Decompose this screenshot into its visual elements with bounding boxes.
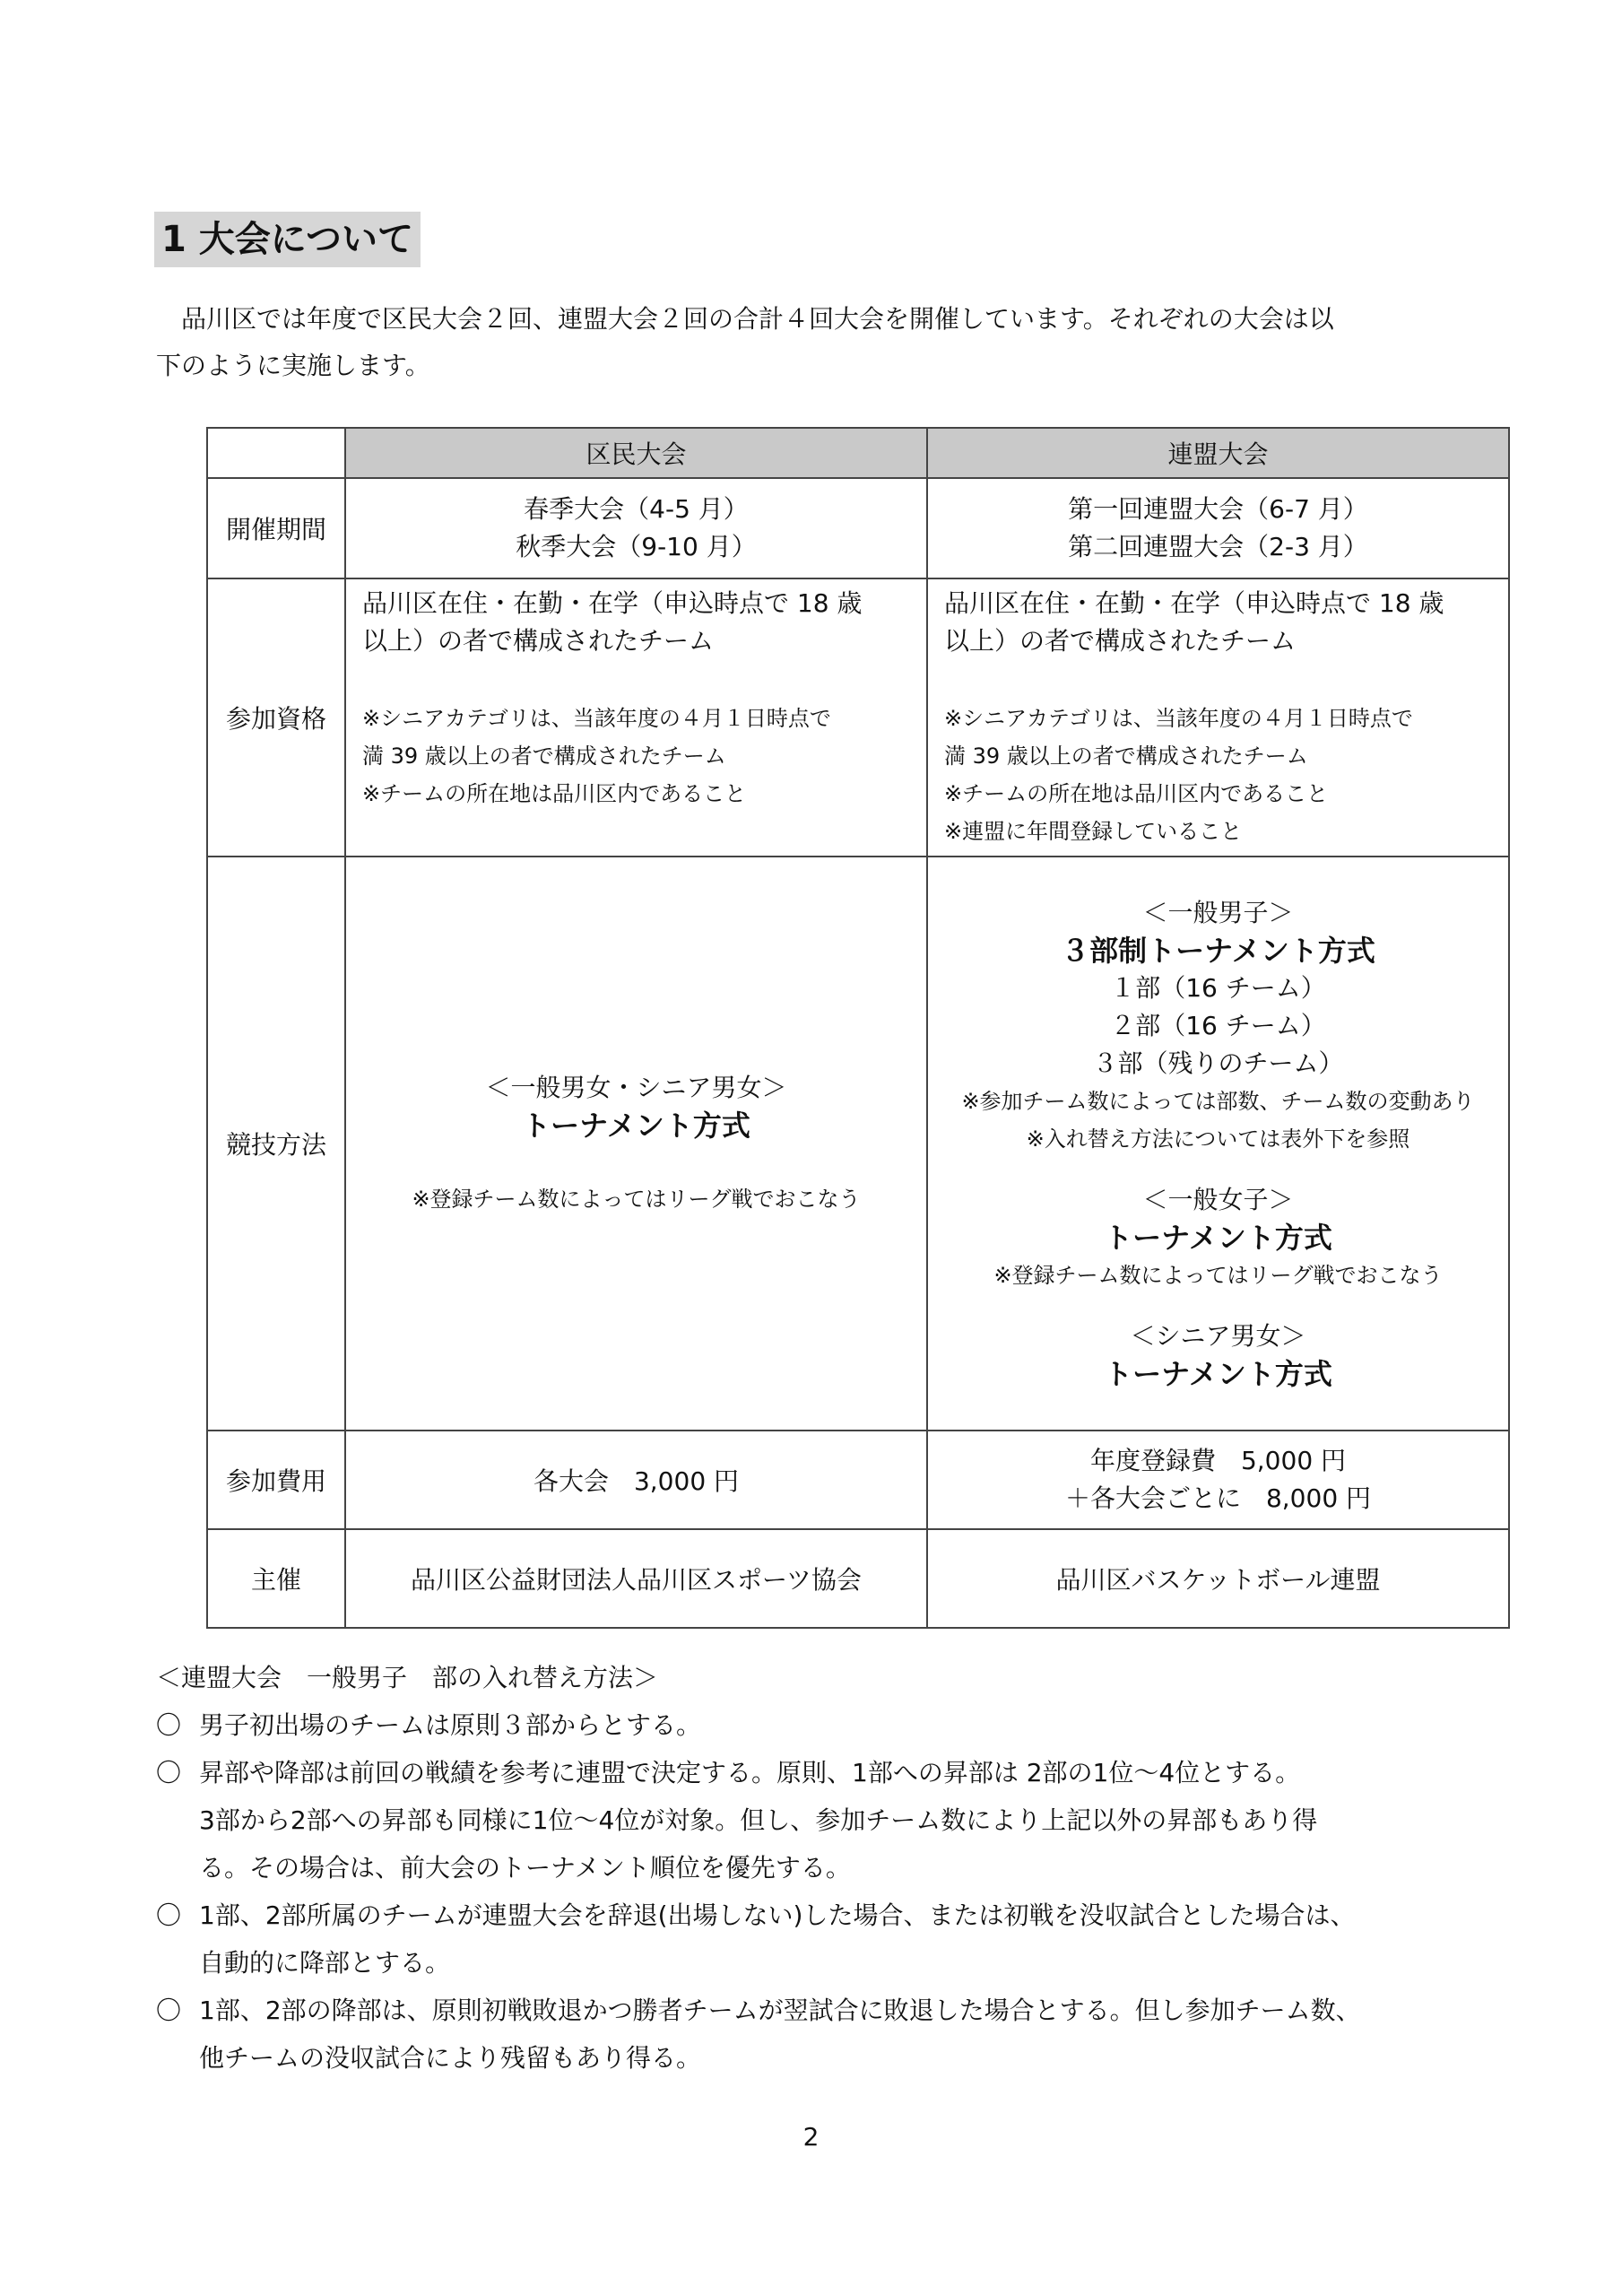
kumin-autumn: 秋季大会（9-10 月） [516, 532, 757, 561]
renmei-women-format: トーナメント方式 [1104, 1221, 1332, 1255]
renmei-fee-line: ＋各大会ごとに 8,000 円 [1064, 1483, 1372, 1513]
row-organizer [207, 1529, 1509, 1628]
rules-title: ＜連盟大会 一般男子 部の入れ替え方法＞ [156, 1663, 659, 1692]
renmei-senior-category: ＜シニア男女＞ [1130, 1321, 1306, 1351]
kumin-organizer: 品川区公益財団法人品川区スポーツ協会 [345, 1529, 927, 1628]
section-heading: 1 大会について [154, 212, 421, 267]
division-rules [156, 1654, 1519, 2082]
renmei-fee [927, 1431, 1509, 1529]
rule-item [156, 1749, 1519, 1796]
renmei-elig-note: ※シニアカテゴリは、当該年度の４月１日時点で [944, 706, 1413, 731]
label-period: 開催期間 [207, 478, 345, 578]
circle-bullet-icon: 〇 [156, 1900, 182, 1930]
rule-text: 他チームの没収試合により残留もあり得る。 [199, 2043, 702, 2073]
kumin-method-note: ※登録チーム数によってはリーグ戦でおこなう [412, 1187, 861, 1212]
rule-text: 1部、2部所属のチームが連盟大会を辞退(出場しない)した場合、または初戦を没収試合とした場合は、 [199, 1900, 1356, 1930]
kumin-elig-note: 満 39 歳以上の者で構成されたチーム [362, 744, 726, 769]
intro-paragraph [156, 296, 1483, 389]
renmei-period [927, 478, 1509, 578]
header-blank-cell [207, 428, 345, 478]
kumin-elig-line: 品川区在住・在勤・在学（申込時点で 18 歳 [362, 588, 863, 618]
circle-bullet-icon: 〇 [156, 1710, 182, 1740]
row-fee [207, 1431, 1509, 1529]
header-kumin: 区民大会 [345, 428, 927, 478]
renmei-elig-note: ※チームの所在地は品川区内であること [944, 781, 1329, 806]
renmei-elig-line: 品川区在住・在勤・在学（申込時点で 18 歳 [944, 588, 1444, 618]
renmei-organizer: 品川区バスケットボール連盟 [927, 1529, 1509, 1628]
header-renmei: 連盟大会 [927, 428, 1509, 478]
renmei-elig-note: ※連盟に年間登録していること [944, 819, 1243, 844]
rule-text: 自動的に降部とする。 [199, 1948, 451, 1978]
rule-text: 3部から2部への昇部も同様に1位～4位が対象。但し、参加チーム数により上記以外の昇部もあり得 [199, 1805, 1318, 1835]
renmei-women-note: ※登録チーム数によってはリーグ戦でおこなう [993, 1263, 1443, 1288]
kumin-method-format: トーナメント方式 [522, 1109, 750, 1143]
renmei-elig-line: 以上）の者で構成されたチーム [944, 626, 1297, 656]
renmei-eligibility [927, 578, 1509, 857]
rule-text: 昇部や降部は前回の戦績を参考に連盟で決定する。原則、1部への昇部は 2部の1位～4位とする。 [199, 1758, 1301, 1787]
label-eligibility: 参加資格 [207, 578, 345, 857]
label-organizer: 主催 [207, 1529, 345, 1628]
kumin-period [345, 478, 927, 578]
rule-item [156, 1892, 1519, 1939]
renmei-elig-note: 満 39 歳以上の者で構成されたチーム [944, 744, 1308, 769]
renmei-fee-line: 年度登録費 5,000 円 [1089, 1446, 1347, 1475]
renmei-division: ２部（16 チーム） [1110, 1011, 1326, 1040]
renmei-division: ３部（残りのチーム） [1092, 1048, 1344, 1078]
intro-line: 下のように実施します。 [156, 351, 430, 380]
row-eligibility [207, 578, 1509, 857]
intro-line: 品川区では年度で区民大会２回、連盟大会２回の合計４回大会を開催しています。それぞれの大会は以 [181, 304, 1334, 334]
rule-item [156, 1987, 1519, 2034]
page-number: 2 [802, 2122, 820, 2152]
kumin-elig-line: 以上）の者で構成されたチーム [362, 626, 715, 656]
renmei-men-format: ３部制トーナメント方式 [1061, 934, 1375, 968]
renmei-division: １部（16 チーム） [1110, 973, 1326, 1003]
circle-bullet-icon: 〇 [156, 1996, 182, 2025]
circle-bullet-icon: 〇 [156, 1758, 182, 1787]
kumin-method [345, 857, 927, 1431]
label-method: 競技方法 [207, 857, 345, 1431]
kumin-fee: 各大会 3,000 円 [345, 1431, 927, 1529]
table-header-row [207, 428, 1509, 478]
kumin-elig-note: ※チームの所在地は品川区内であること [362, 781, 747, 806]
rule-text: 1部、2部の降部は、原則初戦敗退かつ勝者チームが翌試合に敗退した場合とする。但し参加チーム数、 [199, 1996, 1361, 2025]
renmei-first: 第一回連盟大会（6-7 月） [1068, 494, 1368, 524]
renmei-men-category: ＜一般男子＞ [1142, 898, 1294, 927]
row-method [207, 857, 1509, 1431]
kumin-method-category: ＜一般男女・シニア男女＞ [485, 1073, 787, 1102]
kumin-spring: 春季大会（4-5 月） [524, 494, 749, 524]
tournament-table [206, 427, 1510, 1629]
kumin-elig-note: ※シニアカテゴリは、当該年度の４月１日時点で [362, 706, 831, 731]
row-period [207, 478, 1509, 578]
renmei-senior-format: トーナメント方式 [1104, 1357, 1332, 1391]
renmei-men-note: ※参加チーム数によっては部数、チーム数の変動あり [961, 1089, 1475, 1114]
kumin-eligibility [345, 578, 927, 857]
renmei-method [927, 857, 1509, 1431]
label-fee: 参加費用 [207, 1431, 345, 1529]
rule-text: 男子初出場のチームは原則３部からとする。 [199, 1710, 702, 1740]
rule-text: る。その場合は、前大会のトーナメント順位を優先する。 [199, 1853, 851, 1883]
rule-item [156, 1701, 1519, 1749]
renmei-men-note: ※入れ替え方法については表外下を参照 [1026, 1126, 1410, 1152]
renmei-second: 第二回連盟大会（2-3 月） [1068, 532, 1368, 561]
renmei-women-category: ＜一般女子＞ [1142, 1185, 1294, 1214]
